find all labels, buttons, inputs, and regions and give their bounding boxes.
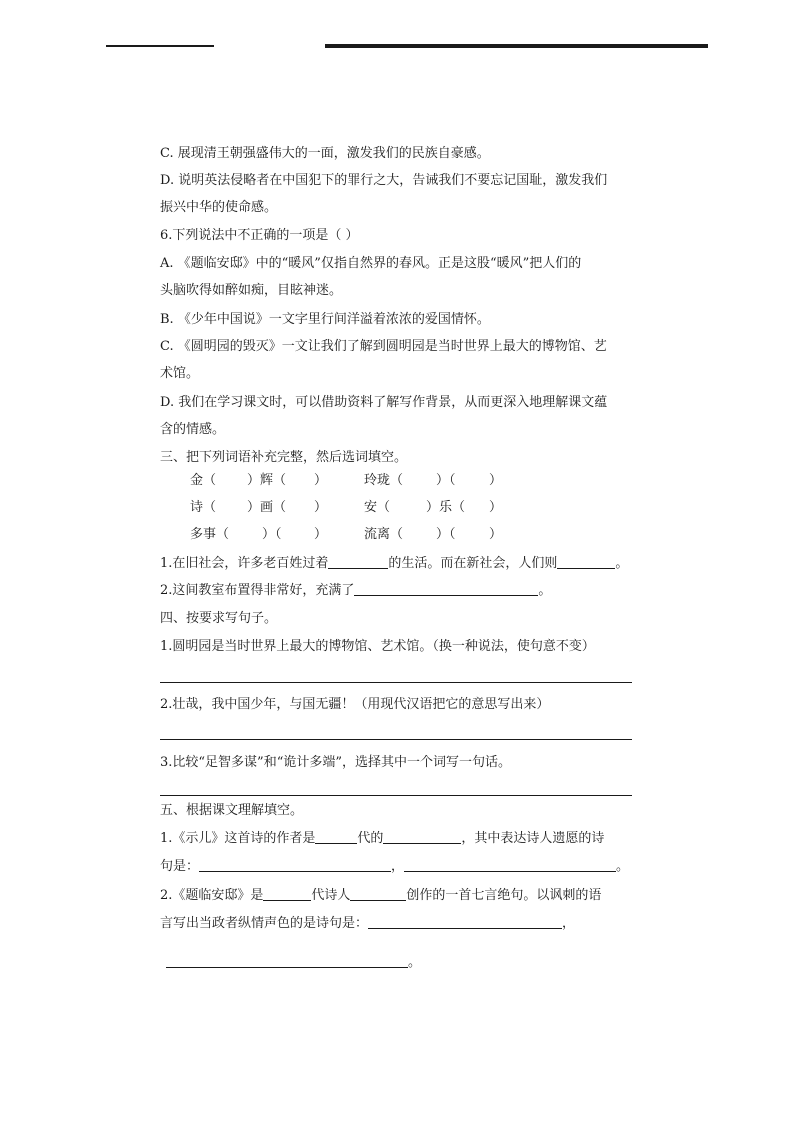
poem-q2-part3: 创作的一首七言绝句。以讽刺的语 xyxy=(406,888,602,903)
answer-line[interactable] xyxy=(160,682,632,683)
blank[interactable] xyxy=(199,859,391,872)
option-d-line1: D. 说明英法侵略者在中国犯下的罪行之大，告诫我们不要忘记国耻，激发我们 xyxy=(160,173,608,188)
q6-option-d-line2: 含的情感。 xyxy=(160,422,226,437)
top-rule-left xyxy=(106,45,214,47)
blank[interactable] xyxy=(404,859,616,872)
poem-question-1-line1 xyxy=(160,831,604,847)
word-cell: 流离（ xyxy=(364,527,404,542)
comma: ， xyxy=(562,916,576,931)
period: 。 xyxy=(538,583,552,598)
poem-question-1-line2 xyxy=(160,859,629,875)
poem-q2-part1: 2.《题临安邸》是 xyxy=(160,888,264,903)
q6-option-a-line1: A. 《题临安邸》中的“暖风”仅指自然界的春风。正是这股“暖风”把人们的 xyxy=(160,256,582,271)
poem-question-2-line3 xyxy=(166,955,421,971)
word-cell: 安（ xyxy=(364,500,391,515)
poem-q2-part4: 言写出当政者纵情声色的是诗句是： xyxy=(160,916,369,931)
question-6: 6.下列说法中不正确的一项是（ ） xyxy=(160,228,359,243)
section-4-heading: 四、按要求写句子。 xyxy=(160,611,278,626)
word-cell: ） xyxy=(314,473,328,488)
fill-sentence-1 xyxy=(160,556,628,572)
poem-q2-part2: 代诗人 xyxy=(311,888,351,903)
poem-question-2-line1 xyxy=(160,888,601,904)
word-cell: ）画（ xyxy=(247,500,287,515)
word-cell: ）乐（ xyxy=(426,500,466,515)
fill-sentence-1-part1: 1.在旧社会，许多老百姓过着 xyxy=(160,556,329,571)
word-cell: 多事（ xyxy=(190,527,230,542)
sentence-task-2: 2.壮哉，我中国少年，与国无疆！（用现代汉语把它的意思写出来） xyxy=(160,697,550,712)
word-cell: 金（ xyxy=(190,473,217,488)
word-cell: ）辉（ xyxy=(247,473,287,488)
poem-question-2-line2 xyxy=(160,916,575,932)
comma: ， xyxy=(391,859,405,874)
fill-sentence-2 xyxy=(160,583,551,599)
blank[interactable] xyxy=(315,831,357,844)
word-cell: 诗（ xyxy=(190,500,217,515)
answer-line[interactable] xyxy=(160,795,632,796)
poem-q1-part3: ，其中表达诗人遗愿的诗 xyxy=(461,831,605,846)
q6-option-b: B. 《少年中国说》一文字里行间洋溢着浓浓的爱国情怀。 xyxy=(160,312,490,327)
word-cell: ） xyxy=(489,527,503,542)
section-5-heading: 五、根据课文理解填空。 xyxy=(160,803,304,818)
word-cell: 玲珑（ xyxy=(364,473,404,488)
word-cell: ） xyxy=(314,500,328,515)
option-d-line2: 振兴中华的使命感。 xyxy=(160,200,278,215)
sentence-task-3: 3.比较“足智多谋”和“诡计多端”，选择其中一个词写一句话。 xyxy=(160,755,511,770)
word-cell: ）（ xyxy=(436,527,456,542)
blank[interactable] xyxy=(350,888,406,901)
q6-option-a-line2: 头脑吹得如醉如痴，目眩神迷。 xyxy=(160,283,343,298)
period: 。 xyxy=(615,556,629,571)
word-cell: ） xyxy=(489,473,503,488)
q6-option-c-line2: 术馆。 xyxy=(160,366,200,381)
word-cell: ） xyxy=(489,500,503,515)
top-rule-right xyxy=(325,44,708,48)
word-cell: ） xyxy=(314,527,328,542)
fill-sentence-1-part2: 的生活。而在新社会，人们则 xyxy=(388,556,558,571)
period: 。 xyxy=(616,859,630,874)
word-cell: ）（ xyxy=(436,473,456,488)
option-c: C. 展现清王朝强盛伟大的一面，激发我们的民族自豪感。 xyxy=(160,146,490,161)
q6-option-c-line1: C. 《圆明园的毁灭》一文让我们了解到圆明园是当时世界上最大的博物馆、艺 xyxy=(160,339,607,354)
poem-q1-part4: 句是： xyxy=(160,859,200,874)
fill-sentence-2-part1: 2.这间教室布置得非常好，充满了 xyxy=(160,583,355,598)
q6-option-d-line1: D. 我们在学习课文时，可以借助资料了解写作背景，从而更深入地理解课文蕴 xyxy=(160,395,608,410)
blank[interactable] xyxy=(328,556,388,569)
blank[interactable] xyxy=(368,916,562,929)
blank[interactable] xyxy=(263,888,311,901)
period: 。 xyxy=(408,955,422,970)
sentence-task-1: 1.圆明园是当时世界上最大的博物馆、艺术馆。（换一种说法，使句意不变） xyxy=(160,639,595,654)
word-cell: ）（ xyxy=(262,527,282,542)
blank[interactable] xyxy=(354,583,538,596)
poem-q1-part1: 1.《示儿》这首诗的作者是 xyxy=(160,831,316,846)
blank[interactable] xyxy=(166,955,408,968)
answer-line[interactable] xyxy=(160,739,632,740)
poem-q1-part2: 代的 xyxy=(357,831,384,846)
section-3-heading: 三、把下列词语补充完整，然后选词填空。 xyxy=(160,450,408,465)
blank[interactable] xyxy=(557,556,615,569)
blank[interactable] xyxy=(383,831,461,844)
